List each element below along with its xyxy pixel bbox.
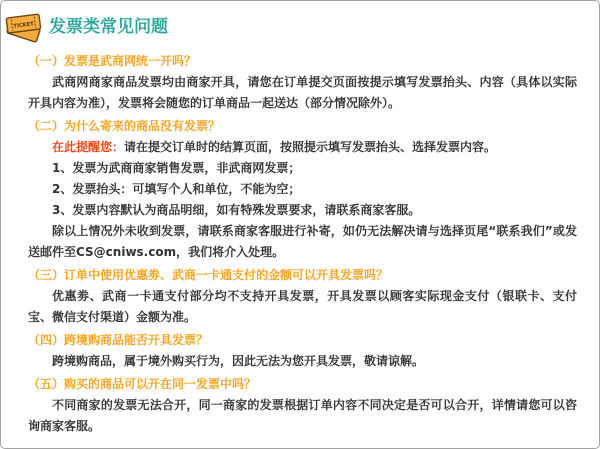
- faq-question: （三）订单中使用优惠劵、武商一卡通支付的金额可以开具发票吗？: [28, 268, 389, 282]
- faq-answer: [28, 395, 577, 437]
- answer-text: 除以上情况外未收到发票，请联系商家客服进行补寄，如仍无法解决请与选择页尾“联系我们”或发送邮件至CS@cniws.com，我们将介入处理。: [28, 224, 577, 259]
- faq-question: （五）购买的商品可以开在同一发票中吗？: [28, 377, 257, 391]
- faq-answer: [28, 286, 577, 328]
- faq-answer: [28, 72, 577, 114]
- answer-text: 1、发票为武商商家销售发票，非武商网发票；: [52, 161, 301, 175]
- answer-text: 优惠劵、武商一卡通支付部分均不支持开具发票，开具发票以顾客实际现金支付（银联卡、支付宝、微信支付渠道）金额为准。: [28, 289, 577, 324]
- answer-text: 不同商家的发票无法合开，同一商家的发票根据订单内容不同决定是否可以合开，详情请您可以咨询商家客服。: [28, 398, 577, 433]
- faq-question: （二）为什么寄来的商品没有发票？: [28, 119, 221, 133]
- answer-text: 2、发票抬头：可填写个人和单位，不能为空；: [52, 182, 301, 196]
- faq-answer: [28, 221, 577, 263]
- ticket-icon-label: TICKET: [13, 20, 35, 30]
- faq-answer: [28, 137, 577, 158]
- faq-list: [1, 47, 599, 437]
- answer-text: 请在提交订单时的结算页面，按照提示填写发票抬头、选择发票内容。: [124, 140, 497, 154]
- page-header: [1, 1, 599, 47]
- faq-question: （四）跨境购商品能否开具发票？: [28, 333, 209, 347]
- faq-answer: [28, 158, 577, 179]
- faq-answer: [28, 200, 577, 221]
- answer-text: 跨境购商品，属于境外购买行为，因此无法为您开具发票，敬请谅解。: [52, 354, 425, 368]
- answer-text: 3、发票内容默认为商品明细，如有特殊发票要求，请联系商家客服。: [52, 203, 421, 217]
- answer-highlight: 在此提醒您：: [52, 140, 125, 154]
- answer-text: 武商网商家商品发票均由商家开具，请您在订单提交页面按提示填写发票抬头、内容（具体以实际开具内容为准），发票将会随您的订单商品一起送达（部分情况除外）。: [28, 75, 577, 110]
- ticket-icon: [4, 7, 44, 47]
- faq-answer: [28, 179, 577, 200]
- faq-question: （一）发票是武商网统一开吗？: [28, 54, 197, 68]
- page-title: 发票类常见问题: [49, 16, 168, 37]
- faq-answer: [28, 351, 577, 372]
